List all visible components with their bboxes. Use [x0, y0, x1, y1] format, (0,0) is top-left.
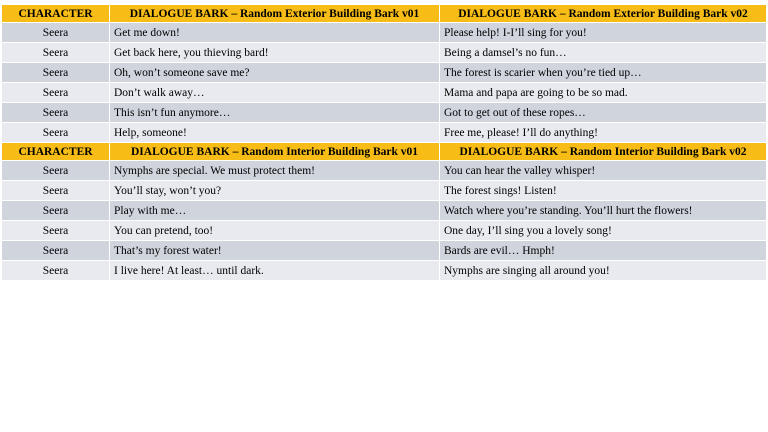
header-bark-v01: DIALOGUE BARK – Random Interior Building Bark v01 [110, 143, 439, 160]
bark-v01-cell: This isn’t fun anymore… [110, 103, 439, 122]
bark-v02-cell: Free me, please! I’ll do anything! [440, 123, 766, 142]
bark-v01-cell: You’ll stay, won’t you? [110, 181, 439, 200]
bark-v02-cell: Please help! I-I’ll sing for you! [440, 23, 766, 42]
bark-v02-cell: Got to get out of these ropes… [440, 103, 766, 122]
character-cell: Seera [2, 23, 109, 42]
character-cell: Seera [2, 221, 109, 240]
character-cell: Seera [2, 261, 109, 280]
table-row [2, 83, 766, 102]
table-row [2, 201, 766, 220]
table-row [2, 261, 766, 280]
character-cell: Seera [2, 161, 109, 180]
bark-v02-cell: Mama and papa are going to be so mad. [440, 83, 766, 102]
bark-v02-cell: You can hear the valley whisper! [440, 161, 766, 180]
character-cell: Seera [2, 63, 109, 82]
bark-v01-cell: You can pretend, too! [110, 221, 439, 240]
bark-v02-cell: Bards are evil… Hmph! [440, 241, 766, 260]
bark-v01-cell: Don’t walk away… [110, 83, 439, 102]
bark-v02-cell: Being a damsel’s no fun… [440, 43, 766, 62]
bark-v02-cell: The forest is scarier when you’re tied up… [440, 63, 766, 82]
character-cell: Seera [2, 241, 109, 260]
table-row [2, 63, 766, 82]
bark-v01-cell: Help, someone! [110, 123, 439, 142]
bark-v02-cell: Watch where you’re standing. You’ll hurt the flowers! [440, 201, 766, 220]
bark-v01-cell: Get me down! [110, 23, 439, 42]
character-cell: Seera [2, 123, 109, 142]
table-row [2, 221, 766, 240]
character-cell: Seera [2, 181, 109, 200]
table-row [2, 161, 766, 180]
table-row [2, 23, 766, 42]
header-character: CHARACTER [2, 5, 109, 22]
header-bark-v02: DIALOGUE BARK – Random Interior Building Bark v02 [440, 143, 766, 160]
header-character: CHARACTER [2, 143, 109, 160]
character-cell: Seera [2, 103, 109, 122]
table-row [2, 103, 766, 122]
bark-v02-cell: The forest sings! Listen! [440, 181, 766, 200]
table-row [2, 123, 766, 142]
table-row [2, 181, 766, 200]
character-cell: Seera [2, 83, 109, 102]
dialogue-bark-table-body [2, 5, 766, 280]
section-header-interior [2, 143, 766, 160]
character-cell: Seera [2, 43, 109, 62]
table-row [2, 241, 766, 260]
header-bark-v02: DIALOGUE BARK – Random Exterior Building Bark v02 [440, 5, 766, 22]
bark-v01-cell: Nymphs are special. We must protect them! [110, 161, 439, 180]
bark-v01-cell: Get back here, you thieving bard! [110, 43, 439, 62]
header-bark-v01: DIALOGUE BARK – Random Exterior Building Bark v01 [110, 5, 439, 22]
bark-v02-cell: Nymphs are singing all around you! [440, 261, 766, 280]
table-row [2, 43, 766, 62]
bark-v01-cell: I live here! At least… until dark. [110, 261, 439, 280]
character-cell: Seera [2, 201, 109, 220]
bark-v01-cell: That’s my forest water! [110, 241, 439, 260]
bark-v01-cell: Oh, won’t someone save me? [110, 63, 439, 82]
bark-v02-cell: One day, I’ll sing you a lovely song! [440, 221, 766, 240]
bark-v01-cell: Play with me… [110, 201, 439, 220]
section-header-exterior [2, 5, 766, 22]
dialogue-bark-table [1, 4, 767, 281]
